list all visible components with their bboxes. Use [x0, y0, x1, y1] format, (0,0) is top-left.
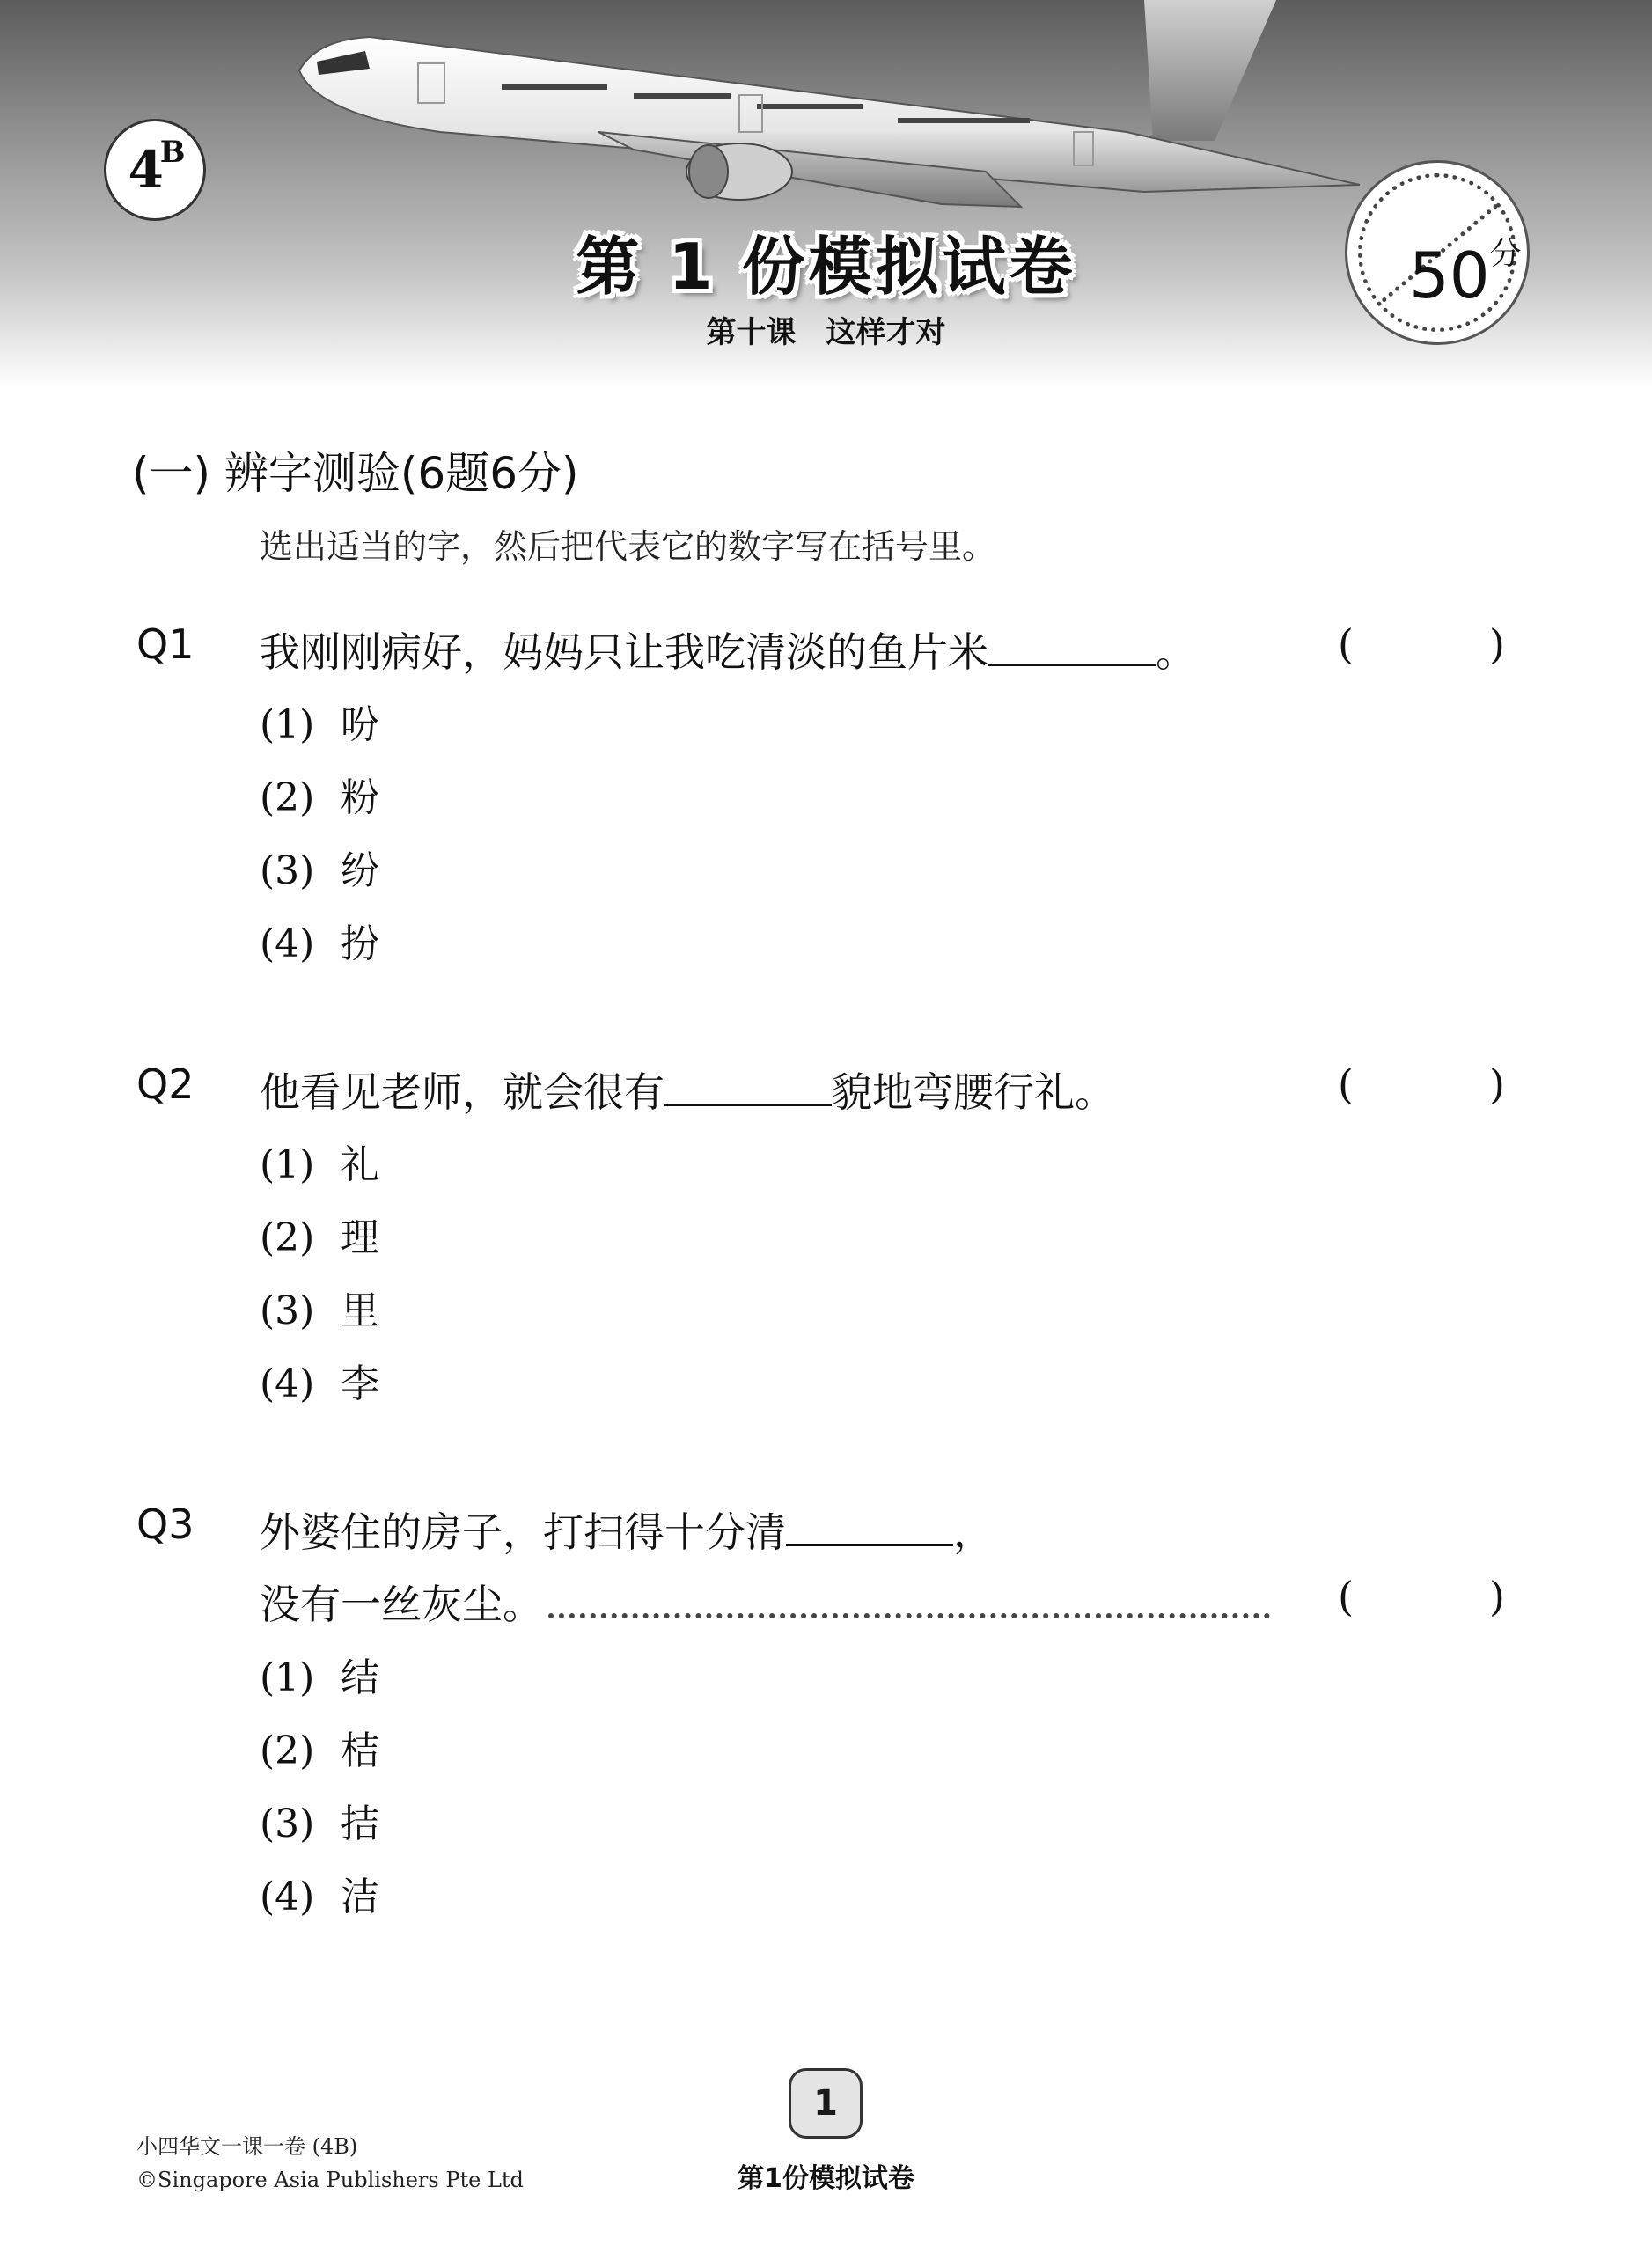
score-badge: [1345, 160, 1530, 345]
question-number: Q1: [136, 620, 195, 668]
header-banner: [0, 0, 1652, 387]
answer-parentheses[interactable]: ( ): [1338, 1573, 1505, 1620]
answer-blank: [664, 1063, 832, 1106]
airplane-illustration: [264, 0, 1408, 229]
question-text: 外婆住的房子，打扫得十分清 ，: [260, 1501, 994, 1559]
question-number: Q3: [136, 1501, 195, 1548]
option-4: (4) 扮: [260, 921, 379, 966]
option-2: (2) 理: [260, 1215, 379, 1260]
answer-parentheses[interactable]: ( ): [1338, 620, 1505, 668]
page-title: 第 1 份模拟试卷: [576, 230, 1076, 304]
option-2: (2) 桔: [260, 1728, 379, 1773]
answer-blank: [988, 623, 1156, 666]
option-3: (3) 纷: [260, 848, 379, 893]
question-number: Q2: [136, 1060, 195, 1108]
option-1: (1) 结: [260, 1655, 379, 1700]
option-3: (3) 里: [260, 1288, 379, 1333]
level-badge: 4 $^B$: [104, 119, 206, 221]
option-1: (1) 吩: [260, 702, 379, 747]
option-2: (2) 粉: [260, 775, 379, 820]
dotted-leader: [548, 1597, 1270, 1618]
page-number: 1: [789, 2068, 863, 2139]
option-3: (3) 拮: [260, 1802, 379, 1846]
option-1: (1) 礼: [260, 1142, 379, 1187]
answer-blank: [786, 1503, 953, 1546]
section-title: (一) 辨字测验(6题6分): [132, 448, 579, 499]
answer-parentheses[interactable]: ( ): [1338, 1060, 1505, 1108]
section-instruction: 选出适当的字，然后把代表它的数字写在括号里。: [260, 527, 996, 566]
footer-publisher-info: [136, 2130, 524, 2197]
footer-paper-label: 第1份模拟试卷: [738, 2163, 914, 2194]
question-text: 他看见老师，就会很有 貌地弯腰行礼。: [260, 1060, 1115, 1119]
option-4: (4) 洁: [260, 1875, 379, 1919]
question-text: 我刚刚病好，妈妈只让我吃清淡的鱼片米 。: [260, 620, 1196, 679]
footer-book-title: 小四华文一课一卷 (4B): [136, 2134, 358, 2159]
option-4: (4) 李: [260, 1361, 379, 1406]
question-text-line-2: 没有一丝灰尘。: [260, 1573, 1270, 1631]
footer-copyright: ©Singapore Asia Publishers Pte Ltd: [136, 2168, 524, 2192]
lesson-subtitle: 第十课 这样才对: [706, 315, 946, 350]
score-unit: 分: [1489, 236, 1522, 272]
score-value: $50^分$: [1409, 236, 1522, 312]
